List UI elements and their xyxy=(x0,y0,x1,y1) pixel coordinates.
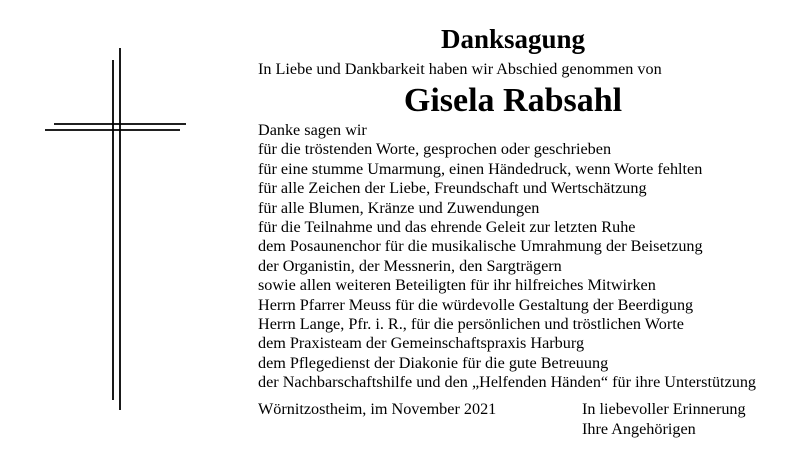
thanks-line: Herrn Pfarrer Meuss für die würdevolle Gestaltung der Beerdigung xyxy=(258,295,694,314)
thanks-line: für die tröstenden Worte, gesprochen oder geschrieben xyxy=(258,140,612,159)
thanks-line: für die Teilnahme und das ehrende Geleit zur letzten Ruhe xyxy=(258,217,636,236)
thanks-line: Herrn Lange, Pfr. i. R., für die persönlichen und tröstlichen Worte xyxy=(258,314,684,333)
thanks-line: für alle Zeichen der Liebe, Freundschaft und Wertschätzung xyxy=(258,179,647,198)
thanks-line: der Nachbarschaftshilfe und den „Helfenden Händen“ für ihre Unterstützung xyxy=(258,373,757,392)
thanks-list xyxy=(258,121,756,392)
closing-signature xyxy=(582,399,746,439)
thanks-line: sowie allen weiteren Beteiligten für ihr hilfreiches Mitwirken xyxy=(258,276,656,295)
thanks-line: dem Praxisteam der Gemeinschaftspraxis Harburg xyxy=(258,334,585,353)
thanks-line: für alle Blumen, Kränze und Zuwendungen xyxy=(258,198,540,217)
thanks-line: Danke sagen wir xyxy=(258,121,367,139)
closing-line-1: In liebevoller Erinnerung xyxy=(582,400,746,418)
place-date: Wörnitzostheim, im November 2021 xyxy=(258,400,497,418)
page-title: Danksagung xyxy=(440,24,586,54)
thanks-line: dem Pflegedienst der Diakonie für die gute Betreuung xyxy=(258,353,609,372)
thanks-line: der Organistin, der Messnerin, den Sargträgern xyxy=(258,256,562,275)
deceased-name: Gisela Rabsahl xyxy=(403,82,623,119)
cross-icon xyxy=(40,40,190,420)
thanks-line: für eine stumme Umarmung, einen Händedruck, wenn Worte fehlten xyxy=(258,159,703,178)
closing-line-2: Ihre Angehörigen xyxy=(582,420,696,438)
intro-text: In Liebe und Dankbarkeit haben wir Abschied genommen von xyxy=(258,60,662,78)
thanks-line: dem Posaunenchor für die musikalische Umrahmung der Beisetzung xyxy=(258,237,703,256)
